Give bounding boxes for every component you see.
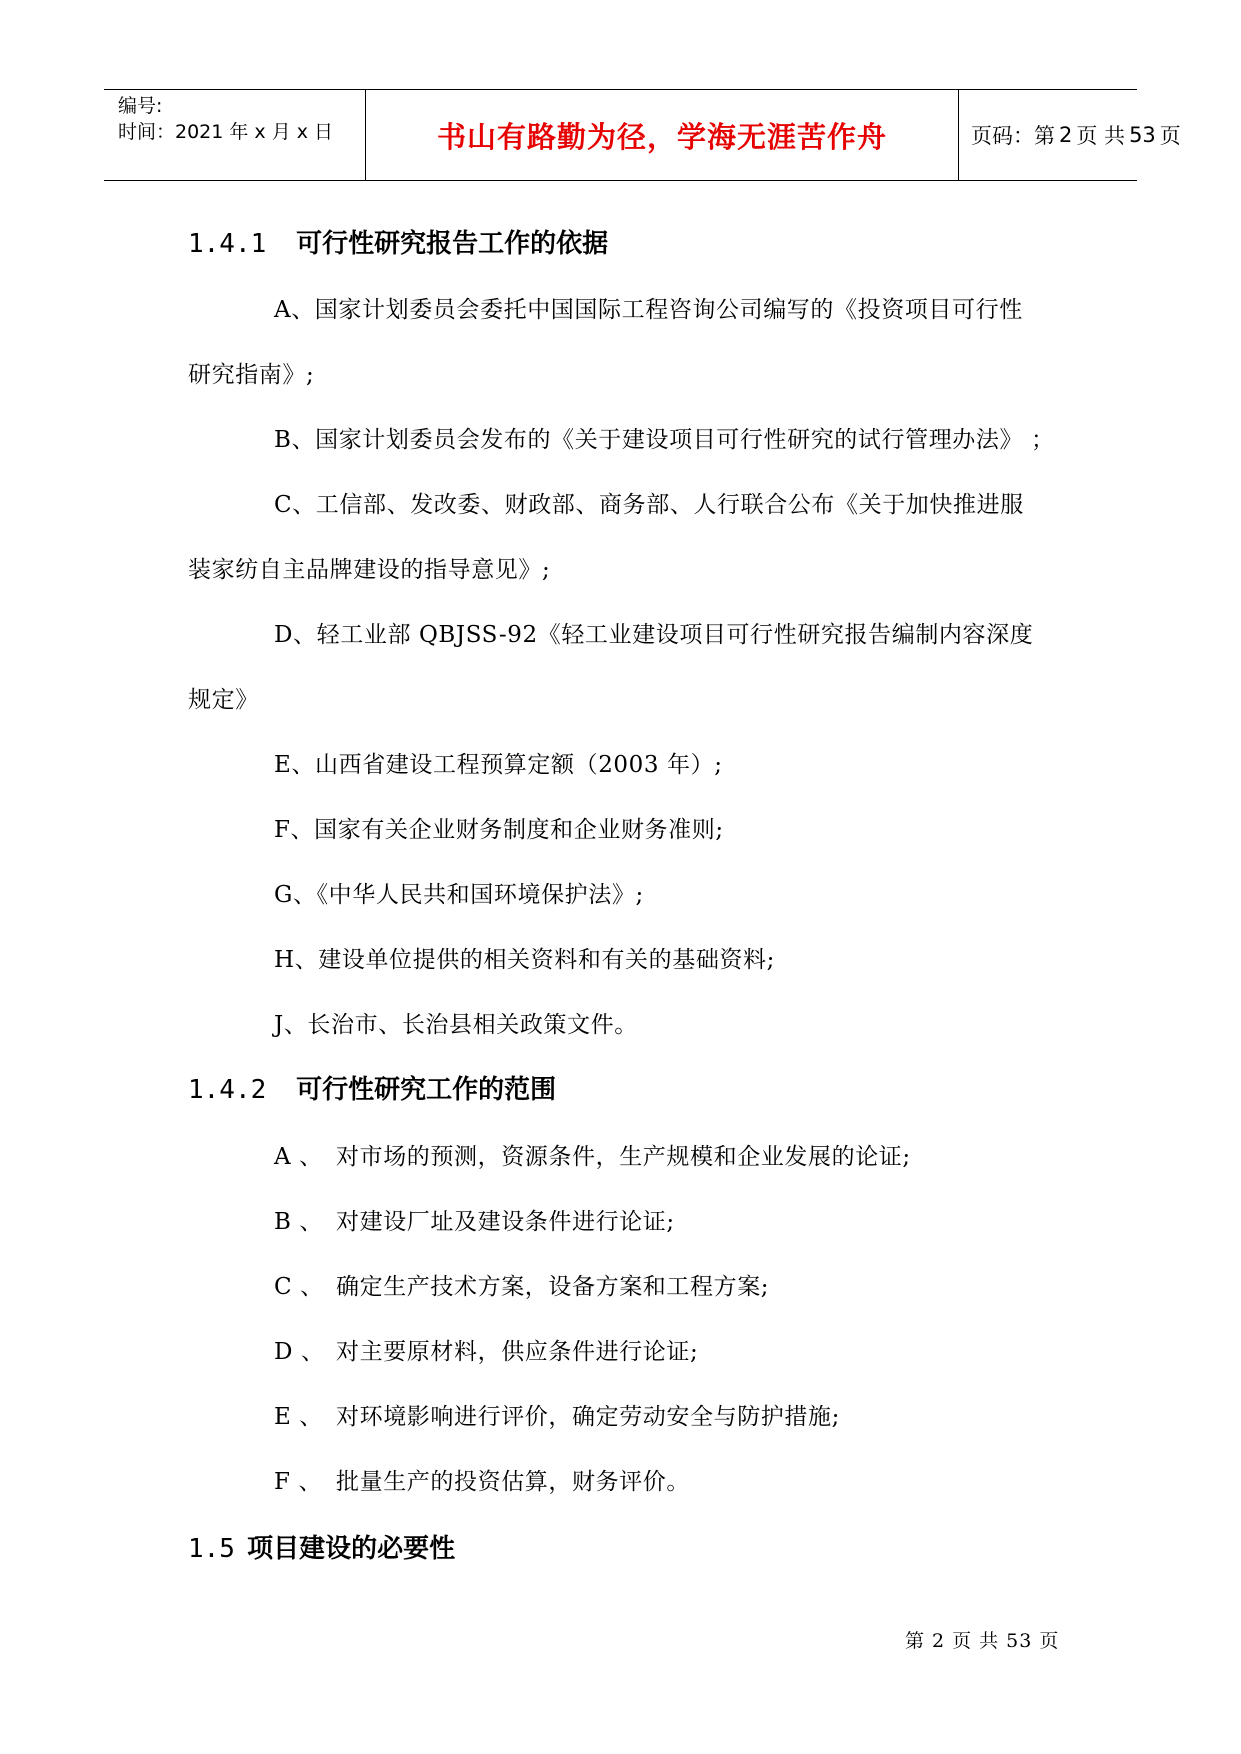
basis-item-f: F、国家有关企业财务制度和企业财务准则;	[274, 817, 724, 843]
footer-page: 2	[932, 1630, 946, 1652]
scope-text: 确定生产技术方案，设备方案和工程方案;	[336, 1274, 770, 1300]
section-title: 项目建设的必要性	[247, 1534, 456, 1564]
basis-item-d-cont: 规定》	[188, 687, 259, 713]
page-footer	[905, 1626, 1059, 1653]
scope-marker: B 、	[274, 1209, 324, 1235]
page-prefix: 页码：第	[971, 124, 1055, 148]
basis-item-c-cont: 装家纺自主品牌建设的指导意见》;	[188, 557, 551, 583]
scope-text: 对主要原材料，供应条件进行论证;	[336, 1339, 699, 1365]
scope-marker: A 、	[274, 1144, 323, 1170]
scope-text: 对建设厂址及建设条件进行论证;	[336, 1209, 675, 1235]
section-number: 1.4.2	[188, 1075, 267, 1105]
basis-item-d: D、轻工业部 QBJSS-92《轻工业建设项目可行性研究报告编制内容深度	[274, 622, 1034, 648]
basis-item-h: H、建设单位提供的相关资料和有关的基础资料;	[274, 947, 776, 973]
basis-item-a: A、国家计划委员会委托中国国际工程咨询公司编写的《投资项目可行性	[274, 297, 1023, 323]
scope-marker: F 、	[274, 1469, 323, 1495]
header-page-number	[959, 90, 1181, 180]
basis-item-g: G、《中华人民共和国环境保护法》;	[274, 882, 644, 908]
scope-marker: D 、	[274, 1339, 325, 1365]
scope-text: 对市场的预测，资源条件，生产规模和企业发展的论证;	[336, 1144, 911, 1170]
section-number: 1.4.1	[188, 229, 267, 259]
footer-mid: 页 共	[952, 1630, 1000, 1652]
scope-item	[274, 1208, 675, 1236]
page-num: 2	[1059, 123, 1073, 147]
section-heading-1-5	[188, 1534, 455, 1564]
scope-item	[274, 1143, 911, 1171]
header-meta	[104, 90, 366, 180]
scope-marker: C 、	[274, 1274, 324, 1300]
basis-item-a-cont: 研究指南》;	[188, 362, 315, 388]
scope-text: 批量生产的投资估算，财务评价。	[336, 1469, 690, 1495]
section-number: 1.5	[188, 1534, 235, 1564]
section-title: 可行性研究工作的范围	[296, 1075, 557, 1105]
section-heading-1-4-2	[188, 1075, 556, 1105]
scope-item	[274, 1468, 690, 1496]
footer-suffix: 页	[1039, 1630, 1060, 1652]
scope-item	[274, 1403, 840, 1431]
page-suffix: 页	[1159, 124, 1181, 148]
time-label: 时间：2021 年 x 月 x 日	[118, 121, 334, 143]
basis-item-e: E、山西省建设工程预算定额（2003 年）;	[274, 752, 723, 778]
page-total: 53	[1129, 123, 1156, 147]
serial-label: 编号:	[118, 95, 163, 117]
section-title: 可行性研究报告工作的依据	[296, 229, 609, 259]
scope-item	[274, 1273, 769, 1301]
footer-total: 53	[1006, 1630, 1033, 1652]
basis-item-c: C、工信部、发改委、财政部、商务部、人行联合公布《关于加快推进服	[274, 492, 1024, 518]
motto-text: 书山有路勤为径，学海无涯苦作舟	[436, 119, 887, 154]
page-mid: 页 共	[1076, 124, 1126, 148]
basis-item-b: B、国家计划委员会发布的《关于建设项目可行性研究的试行管理办法》 ；	[274, 427, 1055, 453]
footer-prefix: 第	[905, 1630, 926, 1652]
scope-marker: E 、	[274, 1404, 323, 1430]
header-motto-cell	[366, 90, 959, 180]
scope-item	[274, 1338, 698, 1366]
scope-text: 对环境影响进行评价，确定劳动安全与防护措施;	[336, 1404, 840, 1430]
page-header	[104, 89, 1181, 181]
basis-item-j: J、长治市、长治县相关政策文件。	[274, 1012, 638, 1038]
section-heading-1-4-1	[188, 229, 608, 259]
